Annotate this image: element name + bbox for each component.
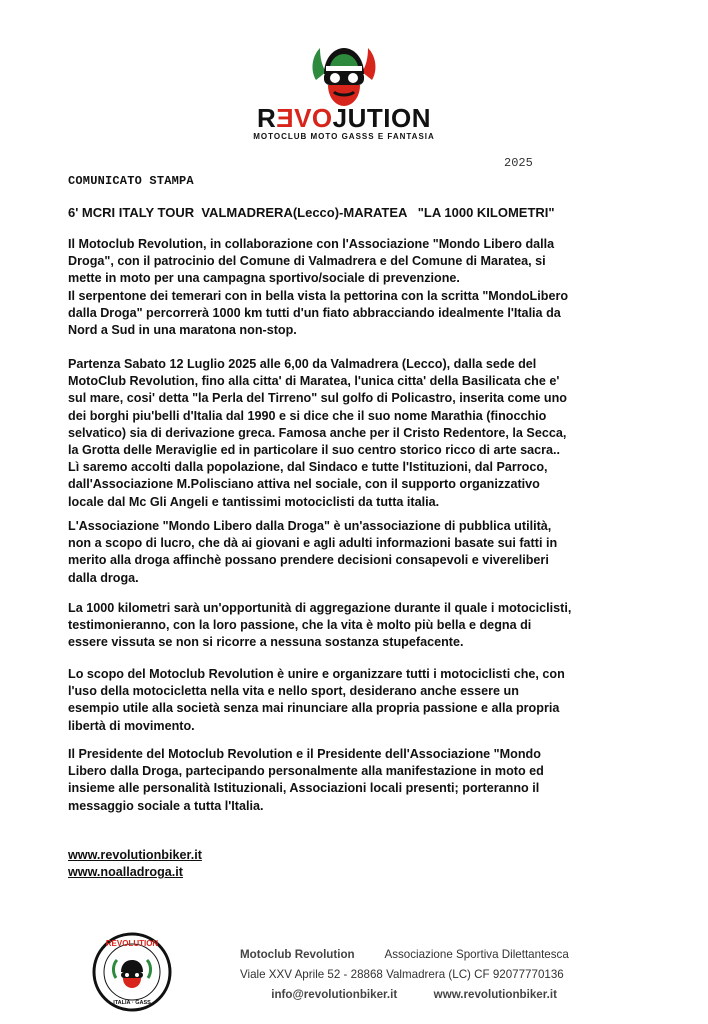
paragraph-presidents [68, 746, 650, 815]
revolution-badge-logo [92, 932, 172, 1012]
text-line: insieme alle personalità Istituzionali, Associazioni locali presenti; porteranno il [68, 781, 540, 796]
text-line: dalla Droga" percorrerà 1000 km tutti d'un fiato abbracciando idealmente l'Italia da [68, 305, 561, 320]
text-line: esempio utile alla società senza mai rinunciare alla propria passione e alla propria [68, 701, 560, 716]
text-line: essere vissuta se non si ricorre a nessuna sostanza stupefacente. [68, 635, 464, 650]
text-line: Lo scopo del Motoclub Revolution è unire e organizzare tutti i motociclisti che, con [68, 667, 565, 681]
document-year: 2025 [504, 156, 533, 170]
noalladroga-link[interactable]: www.noalladroga.it [68, 865, 183, 879]
revolutionbiker-link[interactable]: www.revolutionbiker.it [68, 848, 202, 862]
text-line: Il serpentone dei temerari con in bella vista la pettorina con la scritta "MondoLibero [68, 288, 569, 303]
svg-text:REVOLUTION: REVOLUTION [105, 939, 159, 948]
text-line: merito alla droga affinchè possano prendere decisioni consapevoli e vivereliberi [68, 553, 549, 568]
text-line: testimonieranno, con la loro passione, che la vita è molto più bella e degna di [68, 618, 532, 633]
text-line: Nord a Sud in una maratona non-stop. [68, 323, 297, 338]
comunicato-label: COMUNICATO STAMPA [68, 174, 194, 188]
links-block [68, 847, 202, 881]
headline: 6' MCRI ITALY TOUR VALMADRERA(Lecco)-MARATEA "LA 1000 KILOMETRI" [68, 205, 555, 220]
text-line: locale dal Mc Gli Angeli e tantissimi motociclisti da tutta italia. [68, 494, 440, 509]
footer-org-type: Associazione Sportiva Dilettantesca [384, 948, 569, 961]
paragraph-departure [68, 356, 650, 511]
paragraph-association [68, 518, 650, 587]
paragraph-purpose [68, 666, 650, 735]
text-line: Partenza Sabato 12 Luglio 2025 alle 6,00 da Valmadrera (Lecco), dalla sede del [68, 357, 537, 371]
logo-subtitle: MOTOCLUB MOTO GASSS E FANTASIA [253, 132, 435, 141]
text-line: dei borghi piu'belli d'Italia dal 1990 e si dice che il suo nome Marathia (finocchio [68, 408, 547, 423]
footer-website[interactable]: www.revolutionbiker.it [433, 988, 557, 1001]
text-line: Lì saremo accolti dalla popolazione, dal Sindaco e tutte l'Istituzioni, dal Parroco, [68, 460, 548, 475]
svg-text:ITALIA · GASS: ITALIA · GASS [113, 1000, 151, 1006]
text-line: Il Presidente del Motoclub Revolution e il Presidente dell'Associazione "Mondo [68, 747, 541, 761]
text-line: dalla droga. [68, 570, 139, 585]
text-line: libertà di movimento. [68, 718, 195, 733]
text-line: mette in moto per una campagna sportivo/sociale di prevenzione. [68, 271, 460, 286]
text-line: L'Associazione "Mondo Libero dalla Droga" è un'associazione di pubblica utilità, [68, 519, 552, 533]
text-line: Libero dalla Droga, partecipando personalmente alla manifestazione in moto ed [68, 764, 544, 779]
text-line: l'uso della motocicletta nella vita e nello sport, desiderano anche essere un [68, 684, 519, 699]
text-line: Droga", con il patrocinio del Comune di Valmadrera e del Comune di Maratea, si [68, 254, 546, 269]
footer-info [240, 945, 569, 1005]
footer-address: Viale XXV Aprile 52 - 28868 Valmadrera (LC) CF 92077770136 [240, 968, 564, 981]
text-line: selvatico) sia di derivazione greca. Famosa anche per il Cristo Redentore, la Secca, [68, 425, 567, 440]
text-line: sul mare, cosi' detta "la Perla del Tirreno" sul golfo di Policastro, inserita come uno [68, 391, 567, 406]
text-line: messaggio sociale a tutta l'Italia. [68, 798, 264, 813]
logo-wordmark: RƎVOJUTION [256, 103, 432, 133]
mascot-helmet-icon [308, 40, 380, 110]
revolution-logo [246, 40, 442, 144]
text-line: non a scopo di lucro, che dà ai giovani e agli adulti informazioni basate sui fatti in [68, 536, 558, 551]
text-line: MotoClub Revolution, fino alla citta' di Maratea, l'unica citta' della Basilicata che e' [68, 374, 560, 389]
paragraph-1000km [68, 600, 650, 652]
footer-org-name: Motoclub Revolution [240, 948, 355, 961]
text-line: La 1000 kilometri sarà un'opportunità di aggregazione durante il quale i motociclisti, [68, 601, 572, 615]
paragraph-intro [68, 236, 650, 339]
text-line: Il Motoclub Revolution, in collaborazione con l'Associazione "Mondo Libero dalla [68, 237, 555, 251]
footer-email[interactable]: info@revolutionbiker.it [271, 988, 398, 1001]
text-line: dall'Associazione M.Polisciano attiva nel sociale, con il supporto organizzativo [68, 477, 540, 492]
text-line: la Grotta delle Meraviglie ed in particolare il suo centro storico ricco di arte sacra.. [68, 443, 561, 458]
